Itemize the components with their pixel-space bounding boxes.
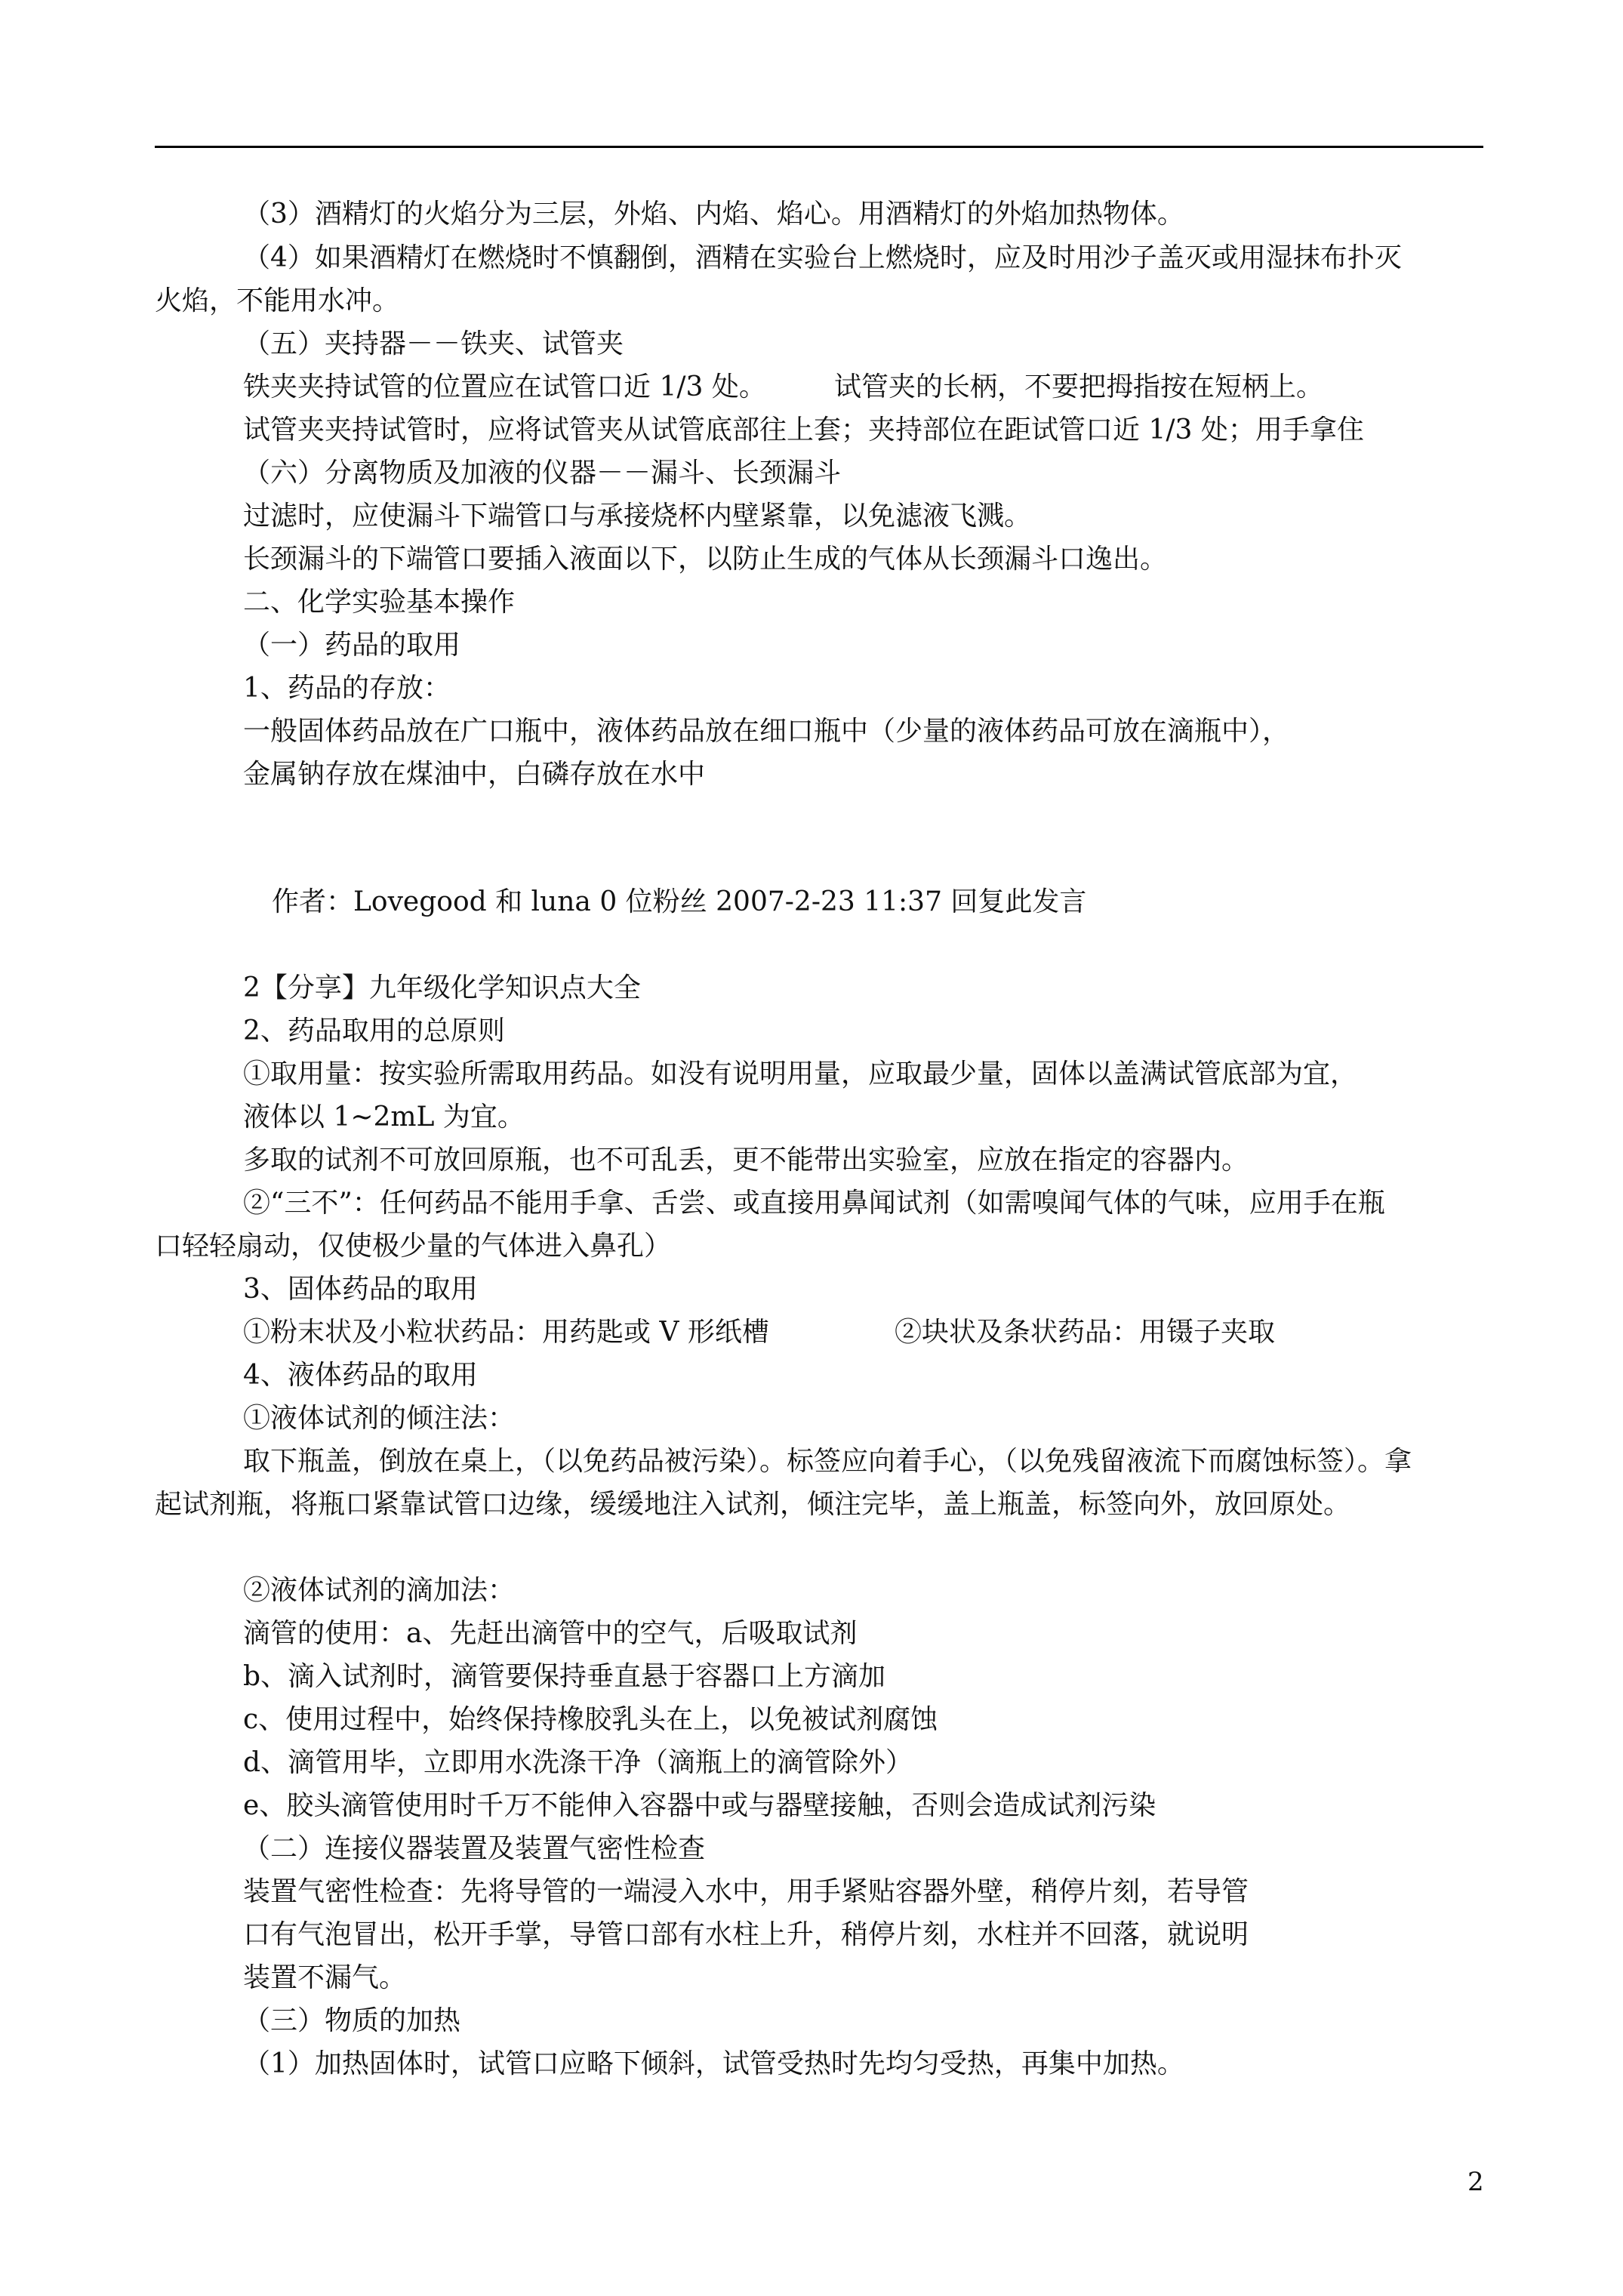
text-line: ①取用量：按实验所需取用药品。如没有说明用量，应取最少量，固体以盖满试管底部为宜， <box>243 1059 1358 1089</box>
text-line: ②“三不”：任何药品不能用手拿、舌尝、或直接用鼻闻试剂（如需嗅闻气体的气味，应用手在瓶 <box>243 1188 1385 1219</box>
text-line: 一般固体药品放在广口瓶中，液体药品放在细口瓶中（少量的液体药品可放在滴瓶中）， <box>243 716 1290 747</box>
text-line: （4）如果酒精灯在燃烧时不慎翻倒，酒精在实验台上燃烧时，应及时用沙子盖灭或用湿抹布扑灭 <box>243 242 1402 273</box>
text-line: 金属钠存放在煤油中，白磷存放在水中 <box>243 759 706 790</box>
post-title: 2【分享】九年级化学知识点大全 <box>243 972 641 1003</box>
text-line: 长颈漏斗的下端管口要插入液面以下，以防止生成的气体从长颈漏斗口逸出。 <box>243 544 1168 575</box>
text-line: 多取的试剂不可放回原瓶，也不可乱丢，更不能带出实验室，应放在指定的容器内。 <box>243 1145 1249 1176</box>
text-line: 滴管的使用：a、先赶出滴管中的空气，后吸取试剂 <box>243 1618 858 1649</box>
text-line: （五）夹持器－－铁夹、试管夹 <box>243 328 624 359</box>
text-line: ②液体试剂的滴加法： <box>243 1575 516 1606</box>
text-line: 4、液体药品的取用 <box>243 1360 478 1391</box>
text-line: （3）酒精灯的火焰分为三层，外焰、内焰、焰心。用酒精灯的外焰加热物体。 <box>243 199 1184 230</box>
text-line: 装置气密性检查：先将导管的一端浸入水中，用手紧贴容器外壁，稍停片刻，若导管 <box>243 1876 1249 1907</box>
text-line: 火焰，不能用水冲。 <box>155 285 400 316</box>
text-line: （三）物质的加热 <box>243 2005 461 2036</box>
text-line: b、滴入试剂时，滴管要保持垂直悬于容器口上方滴加 <box>243 1661 886 1692</box>
text-line: 取下瓶盖，倒放在桌上，（以免药品被污染）。标签应向着手心，（以免残留液流下而腐蚀标签）。拿 <box>243 1446 1412 1477</box>
text-line: ②块状及条状药品：用镊子夹取 <box>895 1317 1276 1348</box>
page-number: 2 <box>1467 2167 1484 2197</box>
text-line: e、胶头滴管使用时千万不能伸入容器中或与器壁接触，否则会造成试剂污染 <box>243 1790 1156 1821</box>
section-heading: 二、化学实验基本操作 <box>243 587 516 618</box>
text-line: ①粉末状及小粒状药品：用药匙或 V 形纸槽 <box>243 1317 769 1348</box>
text-line: （二）连接仪器装置及装置气密性检查 <box>243 1833 706 1864</box>
header-rule <box>155 146 1483 148</box>
text-line: 过滤时，应使漏斗下端管口与承接烧杯内壁紧靠，以免滤液飞溅。 <box>243 501 1032 532</box>
text-line: 试管夹夹持试管时，应将试管夹从试管底部往上套；夹持部位在距试管口近 1/3 处；用手拿住 <box>243 415 1364 445</box>
author-line: 作者：Lovegood 和 luna 0 位粉丝 2007-2-23 11:37 回复此发言 <box>272 886 1087 917</box>
text-line: （六）分离物质及加液的仪器－－漏斗、长颈漏斗 <box>243 458 842 488</box>
text-line: c、使用过程中，始终保持橡胶乳头在上，以免被试剂腐蚀 <box>243 1704 938 1735</box>
text-line: 起试剂瓶，将瓶口紧靠试管口边缘，缓缓地注入试剂，倾注完毕，盖上瓶盖，标签向外，放回原处。 <box>155 1489 1351 1520</box>
subsection-heading: （一）药品的取用 <box>243 630 461 661</box>
text-line: 2、药品取用的总原则 <box>243 1015 505 1046</box>
text-line: ①液体试剂的倾注法： <box>243 1403 516 1434</box>
text-line: 3、固体药品的取用 <box>243 1274 478 1305</box>
text-line: d、滴管用毕，立即用水洗涤干净（滴瓶上的滴管除外） <box>243 1747 913 1778</box>
text-line: 口有气泡冒出，松开手掌，导管口部有水柱上升，稍停片刻，水柱并不回落，就说明 <box>243 1919 1249 1950</box>
text-line: 装置不漏气。 <box>243 1962 407 1993</box>
text-line: 试管夹的长柄，不要把拇指按在短柄上。 <box>834 371 1324 402</box>
text-line: （1）加热固体时，试管口应略下倾斜，试管受热时先均匀受热，再集中加热。 <box>243 2048 1184 2079</box>
text-line: 液体以 1~2mL 为宜。 <box>243 1102 525 1133</box>
text-line: 1、药品的存放： <box>243 673 451 704</box>
text-line: 铁夹夹持试管的位置应在试管口近 1/3 处。 <box>243 371 766 402</box>
text-line: 口轻轻扇动，仅使极少量的气体进入鼻孔） <box>155 1231 672 1262</box>
